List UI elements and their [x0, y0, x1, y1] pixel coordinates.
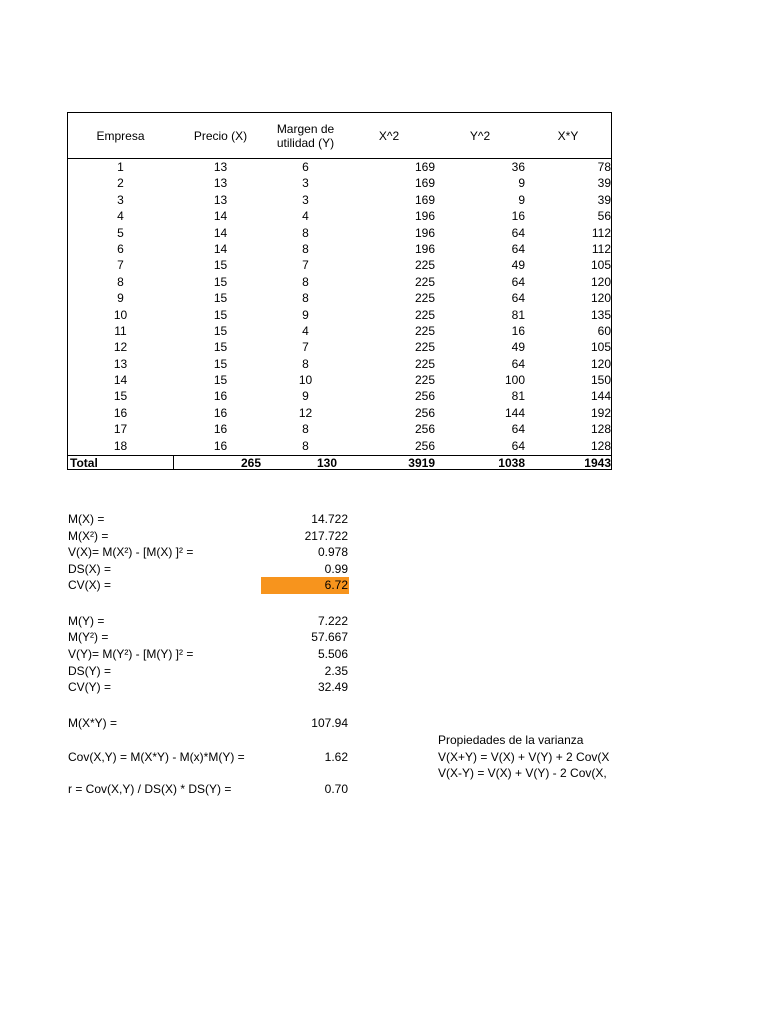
- cell-empresa: 2: [117, 176, 124, 191]
- table-row: [68, 208, 611, 224]
- table-row: [68, 356, 611, 372]
- cell-empresa: 11: [114, 323, 127, 338]
- table-row: [68, 438, 611, 454]
- cell-empresa: 4: [117, 209, 124, 224]
- cell-xy: 120: [590, 291, 611, 306]
- stat-label-vx: V(X)= M(X²) - [M(X) ]² =: [68, 545, 194, 559]
- cell-margen: 12: [298, 405, 313, 420]
- cell-empresa: 1: [117, 160, 124, 174]
- cell-margen: 8: [302, 274, 309, 289]
- header-xy: X*Y: [557, 128, 579, 143]
- cell-xy: 112: [591, 241, 611, 256]
- properties-title: Propiedades de la varianza: [438, 733, 584, 747]
- stat-label-my: M(Y) =: [68, 614, 105, 628]
- stat-value-cvy: 32.49: [317, 680, 348, 694]
- cell-empresa: 6: [117, 241, 124, 256]
- cell-y2: 64: [511, 438, 525, 453]
- cell-empresa: 3: [117, 192, 124, 207]
- cell-margen: 8: [302, 241, 309, 256]
- data-table: [67, 112, 612, 470]
- stat-value-cov: 1.62: [324, 750, 348, 764]
- stat-label-mx: M(X) =: [68, 512, 105, 526]
- table-row: [68, 323, 611, 339]
- cell-margen: 6: [302, 160, 309, 174]
- cell-xy: 112: [591, 225, 611, 240]
- cell-y2: 64: [511, 356, 525, 371]
- cell-margen: 7: [302, 258, 309, 273]
- cell-y2: 64: [511, 291, 525, 306]
- cell-xy: 150: [590, 373, 611, 388]
- table-row: [68, 175, 611, 191]
- header-y2: Y^2: [469, 128, 491, 143]
- table-row: [68, 290, 611, 306]
- cell-margen: 8: [302, 291, 309, 306]
- cell-xy: 39: [597, 192, 611, 207]
- cell-precio: 14: [213, 241, 228, 256]
- cell-precio: 15: [213, 340, 228, 355]
- cell-xy: 120: [590, 356, 611, 371]
- cell-precio: 13: [213, 192, 228, 207]
- stat-value-my: 7.222: [317, 614, 348, 628]
- cell-empresa: 17: [113, 422, 128, 437]
- table-row: [68, 225, 611, 241]
- total-margen: 130: [316, 456, 337, 470]
- total-precio: 265: [240, 456, 261, 470]
- stat-label-my2: M(Y²) =: [68, 630, 109, 644]
- cell-y2: 81: [511, 389, 525, 404]
- stat-value-dsx: 0.99: [324, 562, 348, 576]
- table-row: [68, 372, 611, 388]
- cell-y2: 16: [511, 209, 525, 224]
- total-xy: 1943: [584, 456, 611, 470]
- stat-value-dsy: 2.35: [324, 664, 348, 678]
- cell-y2: 64: [511, 241, 525, 256]
- cell-margen: 9: [302, 307, 309, 322]
- cell-y2: 49: [511, 340, 525, 355]
- total-divider: [173, 455, 174, 470]
- header-margen: [268, 113, 343, 158]
- cell-y2: 16: [511, 323, 525, 338]
- cell-empresa: 9: [117, 291, 124, 306]
- cell-empresa: 18: [113, 438, 128, 453]
- table-row: [68, 421, 611, 437]
- stat-label-mxy: M(X*Y) =: [68, 716, 118, 730]
- stat-value-vx: 0.978: [317, 545, 348, 559]
- cell-empresa: 10: [113, 307, 128, 322]
- cell-x2: 196: [414, 209, 435, 224]
- cell-x2: 225: [414, 323, 435, 338]
- cell-margen: 4: [302, 209, 309, 224]
- stat-label-vy: V(Y)= M(Y²) - [M(Y) ]² =: [68, 647, 194, 661]
- cell-empresa: 8: [117, 274, 124, 289]
- cell-precio: 15: [213, 307, 228, 322]
- stat-label-dsy: DS(Y) =: [68, 664, 112, 678]
- cell-xy: 60: [597, 323, 611, 338]
- cell-margen: 9: [302, 389, 309, 404]
- cell-xy: 105: [590, 340, 611, 355]
- cell-margen: 10: [298, 373, 313, 388]
- cell-xy: 105: [590, 258, 611, 273]
- cell-empresa: 16: [113, 405, 128, 420]
- table-row: [68, 405, 611, 421]
- cell-y2: 100: [504, 373, 525, 388]
- stat-value-vy: 5.506: [317, 647, 348, 661]
- stat-value-mx2: 217.722: [304, 529, 348, 543]
- cell-y2: 81: [511, 307, 525, 322]
- cell-precio: 14: [213, 209, 228, 224]
- cell-x2: 225: [414, 291, 435, 306]
- cell-precio: 15: [213, 274, 228, 289]
- header-precio: Precio (X): [193, 128, 248, 143]
- cell-xy: 39: [597, 176, 611, 191]
- cell-precio: 16: [213, 422, 228, 437]
- cell-x2: 225: [414, 356, 435, 371]
- cell-xy: 135: [590, 307, 611, 322]
- cell-y2: 144: [504, 405, 525, 420]
- table-row: [68, 241, 611, 257]
- stat-value-mxy: 107.94: [311, 716, 348, 730]
- cell-x2: 225: [414, 258, 435, 273]
- cell-y2: 64: [511, 274, 525, 289]
- cell-y2: 64: [511, 225, 525, 240]
- stat-label-mx2: M(X²) =: [68, 529, 109, 543]
- table-row: [68, 274, 611, 290]
- total-row: [68, 455, 611, 470]
- cell-x2: 169: [414, 192, 435, 207]
- cell-x2: 196: [414, 225, 435, 240]
- header-empresa: Empresa: [96, 128, 145, 143]
- header-margen-line1: Margen de: [276, 121, 335, 136]
- cell-empresa: 5: [117, 225, 124, 240]
- table-row: [68, 339, 611, 355]
- cell-y2: 49: [511, 258, 525, 273]
- cell-x2: 225: [414, 274, 435, 289]
- cell-empresa: 13: [113, 356, 128, 371]
- cell-precio: 14: [213, 225, 228, 240]
- cell-x2: 225: [414, 340, 435, 355]
- table-row: [68, 307, 611, 323]
- cell-margen: 8: [302, 438, 309, 453]
- header-x2: X^2: [378, 128, 400, 143]
- cell-precio: 15: [213, 323, 228, 338]
- properties-line2: V(X-Y) = V(X) + V(Y) - 2 Cov(X,: [438, 766, 607, 780]
- cell-y2: 9: [518, 176, 525, 191]
- cell-precio: 16: [213, 389, 228, 404]
- cell-x2: 256: [414, 405, 435, 420]
- cell-margen: 8: [302, 356, 309, 371]
- properties-line1: V(X+Y) = V(X) + V(Y) + 2 Cov(X: [438, 750, 610, 764]
- cell-xy: 56: [597, 209, 611, 224]
- table-body: [68, 159, 611, 454]
- cell-empresa: 12: [113, 340, 128, 355]
- cell-empresa: 7: [117, 258, 124, 273]
- total-label: Total: [70, 456, 98, 470]
- stat-label-cvx: CV(X) =: [68, 578, 112, 592]
- cell-precio: 15: [213, 373, 228, 388]
- total-x2: 3919: [408, 456, 435, 470]
- cell-precio: 13: [213, 176, 228, 191]
- cell-empresa: 14: [113, 373, 128, 388]
- stat-label-cov: Cov(X,Y) = M(X*Y) - M(x)*M(Y) =: [68, 750, 245, 764]
- cell-xy: 144: [590, 389, 611, 404]
- cell-empresa: 15: [113, 389, 128, 404]
- cell-margen: 3: [302, 176, 309, 191]
- cell-margen: 7: [302, 340, 309, 355]
- table-header: [68, 113, 611, 159]
- total-y2: 1038: [498, 456, 525, 470]
- cell-y2: 64: [511, 422, 525, 437]
- cell-margen: 8: [302, 422, 309, 437]
- stat-value-mx: 14.722: [311, 512, 348, 526]
- cell-x2: 225: [414, 307, 435, 322]
- cell-y2: 9: [518, 192, 525, 207]
- stat-value-r: 0.70: [324, 782, 348, 796]
- cell-y2: 36: [511, 160, 525, 174]
- cell-xy: 120: [590, 274, 611, 289]
- cell-precio: 16: [213, 405, 228, 420]
- stat-label-cvy: CV(Y) =: [68, 680, 112, 694]
- cell-xy: 78: [597, 160, 611, 174]
- cell-precio: 13: [213, 160, 228, 174]
- cell-x2: 169: [414, 160, 435, 174]
- table-row: [68, 257, 611, 273]
- cell-margen: 3: [302, 192, 309, 207]
- cell-margen: 4: [302, 323, 309, 338]
- cell-x2: 256: [414, 438, 435, 453]
- cell-precio: 15: [213, 258, 228, 273]
- cell-x2: 169: [414, 176, 435, 191]
- cell-precio: 16: [213, 438, 228, 453]
- cell-xy: 192: [590, 405, 611, 420]
- cell-xy: 128: [590, 422, 611, 437]
- cell-xy: 128: [590, 438, 611, 453]
- cell-x2: 256: [414, 422, 435, 437]
- stat-value-cvx: 6.72: [261, 577, 349, 594]
- cell-x2: 225: [414, 373, 435, 388]
- cell-margen: 8: [302, 225, 309, 240]
- stat-label-dsx: DS(X) =: [68, 562, 112, 576]
- cell-x2: 196: [414, 241, 435, 256]
- table-row: [68, 388, 611, 404]
- cell-precio: 15: [213, 356, 228, 371]
- stat-value-my2: 57.667: [311, 630, 348, 644]
- header-margen-line2: utilidad (Y): [276, 135, 335, 150]
- cell-precio: 15: [213, 291, 228, 306]
- cell-x2: 256: [414, 389, 435, 404]
- table-row: [68, 159, 611, 175]
- stat-label-r: r = Cov(X,Y) / DS(X) * DS(Y) =: [68, 782, 232, 796]
- table-row: [68, 192, 611, 208]
